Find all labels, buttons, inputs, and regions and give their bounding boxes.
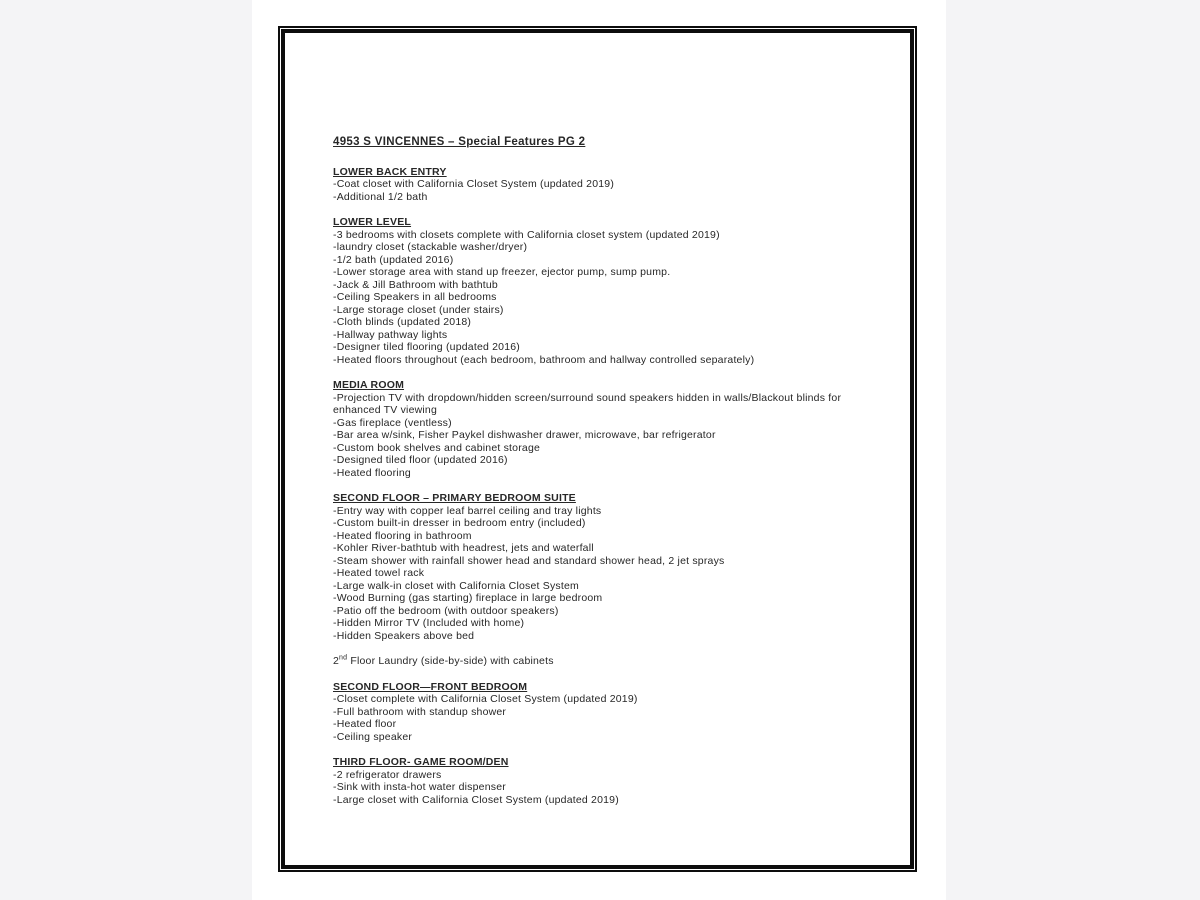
feature-item: -2 refrigerator drawers (333, 768, 442, 781)
laundry-note-number: 2 (333, 655, 340, 667)
feature-item: -Closet complete with California Closet System (updated 2019) (333, 693, 638, 705)
feature-item: -Ceiling speaker (333, 730, 413, 743)
document-page (252, 0, 946, 900)
feature-item: -Full bathroom with standup shower (333, 705, 507, 718)
laundry-note (333, 655, 867, 668)
feature-item: -Coat closet with California Closet System (updated 2019) (333, 178, 615, 190)
section-heading: MEDIA ROOM (333, 379, 405, 391)
feature-item: -Additional 1/2 bath (333, 190, 428, 203)
feature-item: -1/2 bath (updated 2016) (333, 253, 454, 266)
feature-item: -Custom book shelves and cabinet storage (333, 441, 541, 454)
feature-item: -Ceiling Speakers in all bedrooms (333, 291, 497, 303)
laundry-note-text: Floor Laundry (side-by-side) with cabinets (347, 655, 554, 667)
feature-item: -3 bedrooms with closets complete with California closet system (updated 2019) (333, 228, 720, 241)
section-front-bedroom (333, 681, 867, 744)
section-heading: LOWER BACK ENTRY (333, 165, 447, 178)
superscript-ordinal: nd (339, 654, 348, 662)
feature-item: -Kohler River-bathtub with headrest, jets and waterfall (333, 542, 594, 554)
feature-item: -Sink with insta-hot water dispenser (333, 781, 506, 793)
section-heading: SECOND FLOOR – PRIMARY BEDROOM SUITE (333, 492, 576, 504)
feature-item: -Jack & Jill Bathroom with bathtub (333, 278, 498, 291)
feature-item: -Designer tiled flooring (updated 2016) (333, 341, 520, 353)
feature-item: -Projection TV with dropdown/hidden screen/surround sound speakers hidden in walls/Blackout blinds for enhanced TV viewing (333, 391, 842, 416)
feature-item: -Lower storage area with stand up freezer, ejector pump, sump pump. (333, 266, 671, 278)
feature-item: -Large storage closet (under stairs) (333, 303, 504, 316)
feature-item: -laundry closet (stackable washer/dryer) (333, 241, 528, 253)
feature-item: -Custom built-in dresser in bedroom entry (included) (333, 517, 586, 529)
feature-item: -Large walk-in closet with California Closet System (333, 579, 579, 592)
feature-item: -Entry way with copper leaf barrel ceiling and tray lights (333, 504, 602, 517)
section-lower-back-entry (333, 166, 867, 204)
feature-item: -Large closet with California Closet System (updated 2019) (333, 793, 619, 806)
feature-item: -Bar area w/sink, Fisher Paykel dishwasher drawer, microwave, bar refrigerator (333, 429, 716, 441)
feature-item: -Gas fireplace (ventless) (333, 416, 452, 429)
feature-item: -Heated towel rack (333, 567, 425, 579)
document-content (333, 136, 867, 819)
feature-item: -Cloth blinds (updated 2018) (333, 316, 472, 328)
feature-item: -Heated flooring (333, 466, 411, 479)
document-title: 4953 S VINCENNES – Special Features PG 2 (333, 136, 586, 148)
feature-item: -Hidden Mirror TV (Included with home) (333, 617, 525, 629)
feature-item: -Heated flooring in bathroom (333, 529, 472, 542)
section-primary-bedroom-suite (333, 492, 867, 642)
section-media-room (333, 379, 867, 479)
section-game-room-den (333, 756, 867, 806)
section-heading: LOWER LEVEL (333, 216, 412, 228)
section-heading: SECOND FLOOR—FRONT BEDROOM (333, 680, 528, 693)
feature-item: -Hidden Speakers above bed (333, 629, 475, 642)
feature-item: -Heated floor (333, 718, 397, 730)
feature-item: -Steam shower with rainfall shower head and standard shower head, 2 jet sprays (333, 554, 725, 567)
feature-item: -Heated floors throughout (each bedroom, bathroom and hallway controlled separately) (333, 353, 755, 366)
feature-item: -Patio off the bedroom (with outdoor speakers) (333, 604, 559, 617)
section-heading: THIRD FLOOR- GAME ROOM/DEN (333, 756, 509, 768)
feature-item: -Wood Burning (gas starting) fireplace in large bedroom (333, 592, 603, 604)
feature-item: -Designed tiled floor (updated 2016) (333, 454, 508, 466)
section-lower-level (333, 216, 867, 366)
feature-item: -Hallway pathway lights (333, 328, 448, 341)
